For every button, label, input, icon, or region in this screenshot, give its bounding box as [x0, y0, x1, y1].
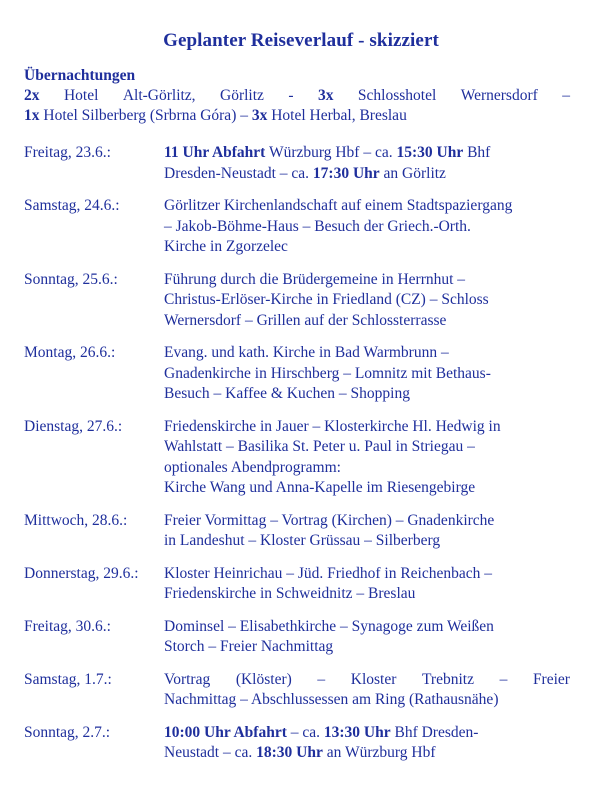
- time-value: 15:30 Uhr: [396, 144, 464, 161]
- day-date: Mittwoch, 28.6.:: [24, 511, 128, 529]
- description-line: Freier Vormittag – Vortrag (Kirchen) – Gnadenkirche: [164, 511, 495, 529]
- day-description: [164, 723, 570, 764]
- day-date: Samstag, 1.7.:: [24, 670, 112, 688]
- overnight-word: Görlitz: [220, 87, 264, 104]
- itinerary-day: [24, 511, 570, 552]
- description-line: Storch – Freier Nachmittag: [164, 638, 334, 655]
- description-word: Freier: [532, 670, 570, 688]
- day-date: Freitag, 30.6.:: [24, 617, 111, 635]
- description-line: [164, 743, 570, 764]
- description-word: –: [317, 670, 326, 688]
- time-value: 18:30 Uhr: [256, 744, 323, 761]
- overnight-word: Wernersdorf: [460, 87, 538, 104]
- time-value: 17:30 Uhr: [312, 164, 380, 182]
- itinerary-day: [24, 723, 570, 764]
- description-word: (Klöster): [235, 670, 292, 688]
- itinerary-day: [24, 196, 570, 258]
- description-line: – Jakob-Böhme-Haus – Besuch der Griech.-Orth.: [164, 217, 471, 235]
- description-line: [164, 164, 570, 185]
- itinerary-list: [24, 143, 570, 776]
- overnight-word: -: [288, 87, 294, 104]
- description-line: in Landeshut – Kloster Grüssau – Silberberg: [164, 532, 441, 549]
- itinerary-day: [24, 564, 570, 605]
- overnight-section: [24, 66, 570, 126]
- description-word: –: [499, 670, 508, 688]
- overnight-text: Hotel Herbal, Breslau: [267, 107, 407, 124]
- description-line: Görlitzer Kirchenlandschaft auf einem Stadtspaziergang: [164, 197, 513, 214]
- description-line: optionales Abendprogramm:: [164, 458, 341, 476]
- description-text: Bhf Dresden-: [390, 723, 479, 741]
- overnight-heading: Übernachtungen: [24, 67, 136, 84]
- day-description: [164, 143, 570, 184]
- day-description: [164, 270, 570, 332]
- description-line: Wernersdorf – Grillen auf der Schlossterrasse: [164, 311, 447, 329]
- description-line: [164, 670, 570, 691]
- day-description: [164, 511, 570, 552]
- description-line: Gnadenkirche in Hirschberg – Lomnitz mit Bethaus-: [164, 364, 491, 382]
- overnight-text: Hotel Silberberg (Srbrna Góra) –: [39, 107, 252, 124]
- day-date: Montag, 26.6.:: [24, 344, 116, 361]
- description-line: Kirche in Zgorzelec: [164, 238, 288, 255]
- day-description: [164, 617, 570, 658]
- overnight-line-2: [24, 106, 570, 126]
- day-description: [164, 196, 570, 258]
- description-line: Kirche Wang und Anna-Kapelle im Riesengebirge: [164, 479, 476, 496]
- overnight-count: 3x: [251, 107, 268, 124]
- day-description: [164, 417, 570, 499]
- description-line: Evang. und kath. Kirche in Bad Warmbrunn –: [164, 344, 449, 361]
- day-date: Freitag, 23.6.:: [24, 144, 111, 161]
- description-line: Nachmittag – Abschlussessen am Ring (Rathausnähe): [164, 691, 499, 708]
- description-text: Neustadt – ca.: [164, 744, 257, 761]
- overnight-word: 3x: [317, 87, 334, 104]
- description-text: Bhf: [463, 144, 491, 161]
- overnight-word: 2x: [24, 87, 40, 104]
- itinerary-day: [24, 417, 570, 499]
- description-text: an Würzburg Hbf: [322, 744, 436, 761]
- itinerary-day: [24, 143, 570, 184]
- day-date: Sonntag, 2.7.:: [24, 723, 111, 741]
- overnight-line-1: [24, 86, 570, 106]
- description-line: Besuch – Kaffee & Kuchen – Shopping: [164, 385, 410, 402]
- description-text: Dresden-Neustadt – ca.: [164, 164, 313, 182]
- day-date: Dienstag, 27.6.:: [24, 417, 123, 435]
- itinerary-day: [24, 670, 570, 711]
- description-word: Trebnitz: [422, 670, 474, 688]
- overnight-count: 1x: [24, 107, 40, 124]
- itinerary-day: [24, 270, 570, 332]
- overnight-word: Schlosshotel: [357, 87, 437, 104]
- overnight-word: –: [562, 87, 570, 104]
- description-word: Vortrag: [164, 670, 211, 688]
- description-line: Friedenskirche in Schweidnitz – Breslau: [164, 585, 416, 602]
- description-line: Führung durch die Brüdergemeine in Herrnhut –: [164, 270, 466, 288]
- description-line: Wahlstatt – Basilika St. Peter u. Paul in Striegau –: [164, 438, 475, 455]
- itinerary-day: [24, 343, 570, 405]
- day-date: Samstag, 24.6.:: [24, 197, 120, 214]
- departure-time: 10:00 Uhr Abfahrt: [164, 723, 287, 741]
- departure-time: 11 Uhr Abfahrt: [164, 144, 266, 161]
- day-date: Sonntag, 25.6.:: [24, 270, 118, 288]
- overnight-word: Alt-Görlitz,: [122, 87, 196, 104]
- day-description: [164, 670, 570, 711]
- itinerary-day: [24, 617, 570, 658]
- description-text: an Görlitz: [379, 164, 446, 182]
- description-line: Christus-Erlöser-Kirche in Friedland (CZ) – Schloss: [164, 291, 489, 308]
- description-line: Kloster Heinrichau – Jüd. Friedhof in Reichenbach –: [164, 564, 492, 582]
- page-title: Geplanter Reiseverlauf - skizziert: [163, 30, 439, 51]
- day-description: [164, 343, 570, 405]
- description-line: [164, 723, 570, 744]
- description-line: Dominsel – Elisabethkirche – Synagoge zum Weißen: [164, 617, 494, 635]
- overnight-word: Hotel: [63, 87, 99, 104]
- description-word: Kloster: [350, 670, 397, 688]
- time-value: 13:30 Uhr: [323, 723, 391, 741]
- description-line: Friedenskirche in Jauer – Klosterkirche Hl. Hedwig in: [164, 417, 501, 435]
- day-description: [164, 564, 570, 605]
- description-line: [164, 143, 570, 164]
- day-date: Donnerstag, 29.6.:: [24, 564, 139, 582]
- description-text: Würzburg Hbf – ca.: [265, 144, 397, 161]
- description-text: – ca.: [286, 723, 324, 741]
